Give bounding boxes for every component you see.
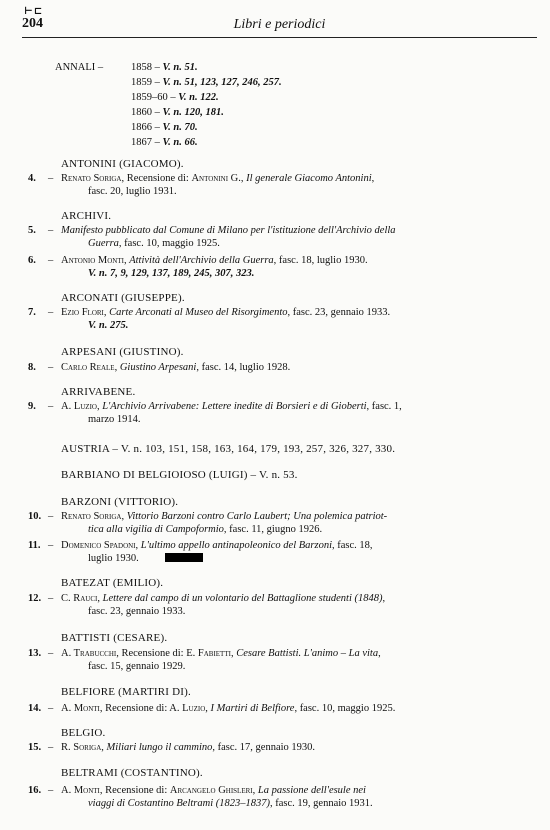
entry-text: A. Trabucchi, Recensione di: E. Fabietti, Cesare Battisti. L'animo – La vita, (61, 648, 381, 659)
annali-row: 1867 – V. n. 66. (131, 137, 198, 148)
section-heading-batezat: BATEZAT (EMILIO). (61, 577, 164, 589)
entry-number: 5. (28, 225, 36, 236)
entry-11: 11. – Domenico Spadoni, L'ultimo appello antinapoleonico del Barzoni, fasc. 18, luglio 1930. (28, 540, 498, 565)
annali-row: 1859–60 – V. n. 122. (131, 92, 219, 103)
annali-rows (131, 62, 282, 152)
entry-dash: – (48, 540, 54, 551)
entry-13: 13. – A. Trabucchi, Recensione di: E. Fabietti, Cesare Battisti. L'animo – La vita, fasc. 15, gennaio 1929. (28, 648, 498, 673)
entry-number: 11. (28, 540, 41, 551)
annali-row: 1858 – V. n. 51. (131, 62, 198, 73)
entry-number: 10. (28, 511, 42, 522)
page-header (22, 6, 537, 36)
redaction-bar (165, 553, 203, 562)
section-heading-belfiore: BELFIORE (MARTIRI DI). (61, 686, 191, 698)
section-heading-arconati: ARCONATI (GIUSEPPE). (61, 292, 185, 304)
section-heading-beltrami: BELTRAMI (COSTANTINO). (61, 767, 203, 779)
annali-label: ANNALI – (55, 62, 104, 73)
entry-7: 7. – Ezio Flori, Carte Arconati al Museo del Risorgimento, fasc. 23, gennaio 1933. V. n. 275. (28, 307, 498, 332)
entry-text: Ezio Flori, Carte Arconati al Museo del Risorgimento, fasc. 23, gennaio 1933. (61, 307, 391, 318)
entry-number: 13. (28, 648, 42, 659)
entry-text: A. Monti, Recensione di: A. Luzio, I Martiri di Belfiore, fasc. 10, maggio 1925. (61, 703, 396, 714)
entry-text: A. Luzio, L'Archivio Arrivabene: Lettere inedite di Borsieri e di Gioberti, fasc. 1, (61, 401, 402, 412)
section-heading-barzoni: BARZONI (VITTORIO). (61, 496, 179, 508)
section-heading-battisti: BATTISTI (CESARE). (61, 632, 168, 644)
entry-text: Carlo Reale, Giustino Arpesani, fasc. 14, luglio 1928. (61, 362, 291, 373)
entry-number: 12. (28, 593, 42, 604)
entry-dash: – (48, 255, 54, 266)
entry-text: Domenico Spadoni, L'ultimo appello antinapoleonico del Barzoni, fasc. 18, (61, 540, 373, 551)
section-heading-belgio: BELGIO. (61, 727, 106, 739)
entry-dash: – (48, 742, 54, 753)
entry-text: Renato Soriga, Vittorio Barzoni contro Carlo Laubert; Una polemica patriot- (61, 511, 388, 522)
entry-8 (28, 362, 498, 375)
section-heading-antonini: ANTONINI (GIACOMO). (61, 158, 184, 170)
annali-row: 1859 – V. n. 51, 123, 127, 246, 257. (131, 77, 282, 88)
section-heading-barbiano: BARBIANO DI BELGIOIOSO (LUIGI) – V. n. 53. (61, 469, 298, 481)
entry-dash: – (48, 362, 54, 373)
entry-number: 15. (28, 742, 42, 753)
section-heading-arrivabene: ARRIVABENE. (61, 386, 136, 398)
entry-number: 16. (28, 785, 42, 796)
entry-dash: – (48, 593, 54, 604)
entry-text: R. Soriga, Miliari lungo il cammino, fasc. 17, gennaio 1930. (61, 742, 316, 753)
entry-number: 14. (28, 703, 42, 714)
entry-text: Renato Soriga, Recensione di: Antonini G., Il generale Giacomo Antonini, (61, 173, 375, 184)
entry-number: 4. (28, 173, 36, 184)
entry-number: 8. (28, 362, 36, 373)
entry-15 (28, 742, 498, 755)
entry-text: C. Rauci, Lettere dal campo di un volontario del Battaglione studenti (1848), (61, 593, 386, 604)
entry-16: 16. – A. Monti, Recensione di: Arcangelo Ghisleri, La passione dell'esule nei viaggi di Costantino Beltrami (1823–1837), fasc. 19, gennaio 1931. (28, 785, 498, 810)
annali-row: 1866 – V. n. 70. (131, 122, 198, 133)
section-heading-austria: AUSTRIA – V. n. 103, 151, 158, 163, 164, 179, 193, 257, 326, 327, 330. (61, 443, 396, 455)
entry-text: Manifesto pubblicato dal Comune di Milano per l'istituzione dell'Archivio della (61, 225, 396, 236)
entry-text: A. Monti, Recensione di: Arcangelo Ghisleri, La passione dell'esule nei (61, 785, 366, 796)
header-mark: ⊢⊏ (24, 6, 44, 17)
header-rule (22, 37, 537, 38)
entry-dash: – (48, 785, 54, 796)
page-number: 204 (22, 16, 43, 31)
entry-4: 4. – Renato Soriga, Recensione di: Antonini G., Il generale Giacomo Antonini, fasc. 20, luglio 1931. (28, 173, 498, 198)
entry-6: 6. – Antonio Monti, Attività dell'Archivio della Guerra, fasc. 18, luglio 1930. V. n. 7, 9, 129, 137, 189, 245, 307, 323. (28, 255, 498, 280)
entry-text: Antonio Monti, Attività dell'Archivio della Guerra, fasc. 18, luglio 1930. (61, 255, 368, 266)
entry-dash: – (48, 401, 54, 412)
entry-14 (28, 703, 498, 716)
section-heading-arpesani: ARPESANI (GIUSTINO). (61, 346, 184, 358)
section-heading-archivi: ARCHIVI. (61, 210, 112, 222)
entry-dash: – (48, 703, 54, 714)
entry-9: 9. – A. Luzio, L'Archivio Arrivabene: Lettere inedite di Borsieri e di Gioberti, fasc. 1, marzo 1914. (28, 401, 498, 426)
entry-number: 6. (28, 255, 36, 266)
entry-12: 12. – C. Rauci, Lettere dal campo di un volontario del Battaglione studenti (1848), fasc. 23, gennaio 1933. (28, 593, 498, 618)
entry-dash: – (48, 307, 54, 318)
entry-10: 10. – Renato Soriga, Vittorio Barzoni contro Carlo Laubert; Una polemica patriot- tica alla vigilia di Campoformio, fasc. 11, giugno 1926. (28, 511, 498, 536)
entry-dash: – (48, 173, 54, 184)
entry-dash: – (48, 648, 54, 659)
entry-dash: – (48, 511, 54, 522)
entry-5: 5. – Manifesto pubblicato dal Comune di Milano per l'istituzione dell'Archivio della Guerra, fasc. 10, maggio 1925. (28, 225, 498, 250)
entry-number: 7. (28, 307, 36, 318)
entry-dash: – (48, 225, 54, 236)
annali-row: 1860 – V. n. 120, 181. (131, 107, 224, 118)
entry-number: 9. (28, 401, 36, 412)
running-title: Libri e periodici (233, 17, 326, 32)
